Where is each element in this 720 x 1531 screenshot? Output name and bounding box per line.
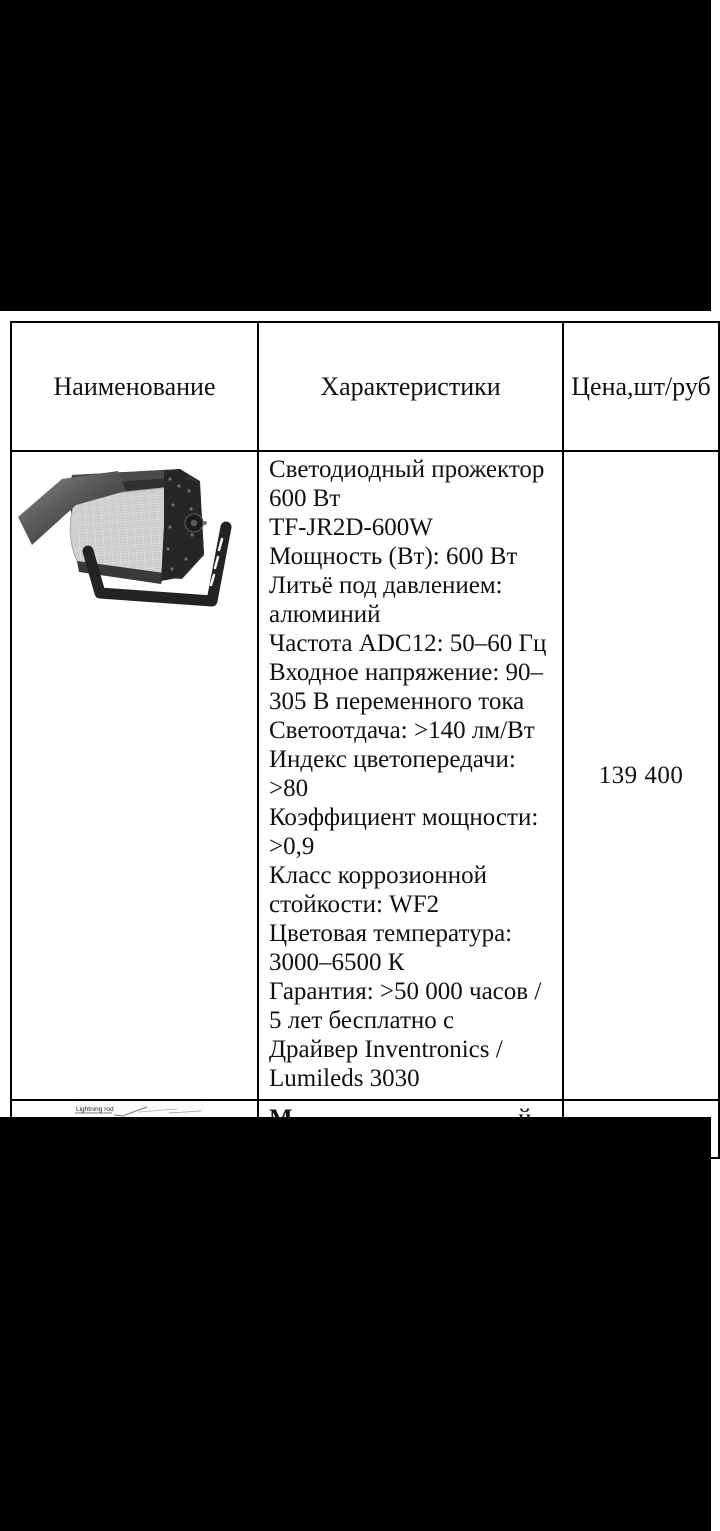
char-line: Гарантия: >50 000 часов / bbox=[269, 978, 542, 1005]
char-line: стойкости: WF2 bbox=[269, 891, 440, 918]
char-line: Входное напряжение: 90– bbox=[269, 659, 544, 686]
header-price: Цена,шт/руб bbox=[563, 322, 719, 451]
price-value: 139 400 bbox=[598, 761, 684, 789]
char-line: 3000–6500 К bbox=[269, 949, 405, 976]
header-name: Наименование bbox=[11, 322, 258, 451]
header-characteristics: Характеристики bbox=[258, 322, 563, 451]
char-line: алюминий bbox=[269, 601, 381, 628]
table-row-floodlight bbox=[11, 451, 719, 1100]
top-letterbox-bar bbox=[0, 0, 711, 311]
bottom-letterbox-bar bbox=[0, 1117, 711, 1531]
char-line: Lumileds 3030 bbox=[269, 1065, 420, 1092]
char-line: 305 В переменного тока bbox=[269, 688, 525, 715]
floodlight-photo bbox=[18, 465, 243, 610]
char-line: Литьё под давлением: bbox=[269, 572, 503, 599]
document-page bbox=[0, 311, 711, 1117]
product-image-cell bbox=[11, 451, 258, 1100]
char-line: Драйвер Inventronics / bbox=[269, 1036, 503, 1063]
char-line: >80 bbox=[269, 775, 309, 802]
characteristics-cell bbox=[258, 451, 563, 1100]
floodlight-image bbox=[18, 465, 243, 610]
char-line: Класс коррозионной bbox=[269, 862, 487, 889]
char-line: >0,9 bbox=[269, 833, 315, 860]
char-line: Мощность (Вт): 600 Вт bbox=[269, 543, 518, 570]
char-line: TF-JR2D-600W bbox=[269, 514, 433, 541]
char-line: 600 Вт bbox=[269, 485, 341, 512]
header-row bbox=[11, 322, 719, 451]
char-line: Коэффициент мощности: bbox=[269, 804, 539, 831]
product-price-table bbox=[10, 321, 720, 1159]
char-line: Светодиодный прожектор bbox=[269, 456, 545, 483]
char-line: Цветовая температура: bbox=[269, 920, 513, 947]
char-line: 5 лет бесплатно с bbox=[269, 1007, 455, 1034]
lightning-rod-label: Lightning rod bbox=[76, 1106, 114, 1113]
price-cell bbox=[563, 451, 719, 1100]
char-line: Светоотдача: >140 лм/Вт bbox=[269, 717, 535, 744]
char-line: Индекс цветопередачи: bbox=[269, 746, 516, 773]
char-line: Частота ADC12: 50–60 Гц bbox=[269, 630, 547, 657]
